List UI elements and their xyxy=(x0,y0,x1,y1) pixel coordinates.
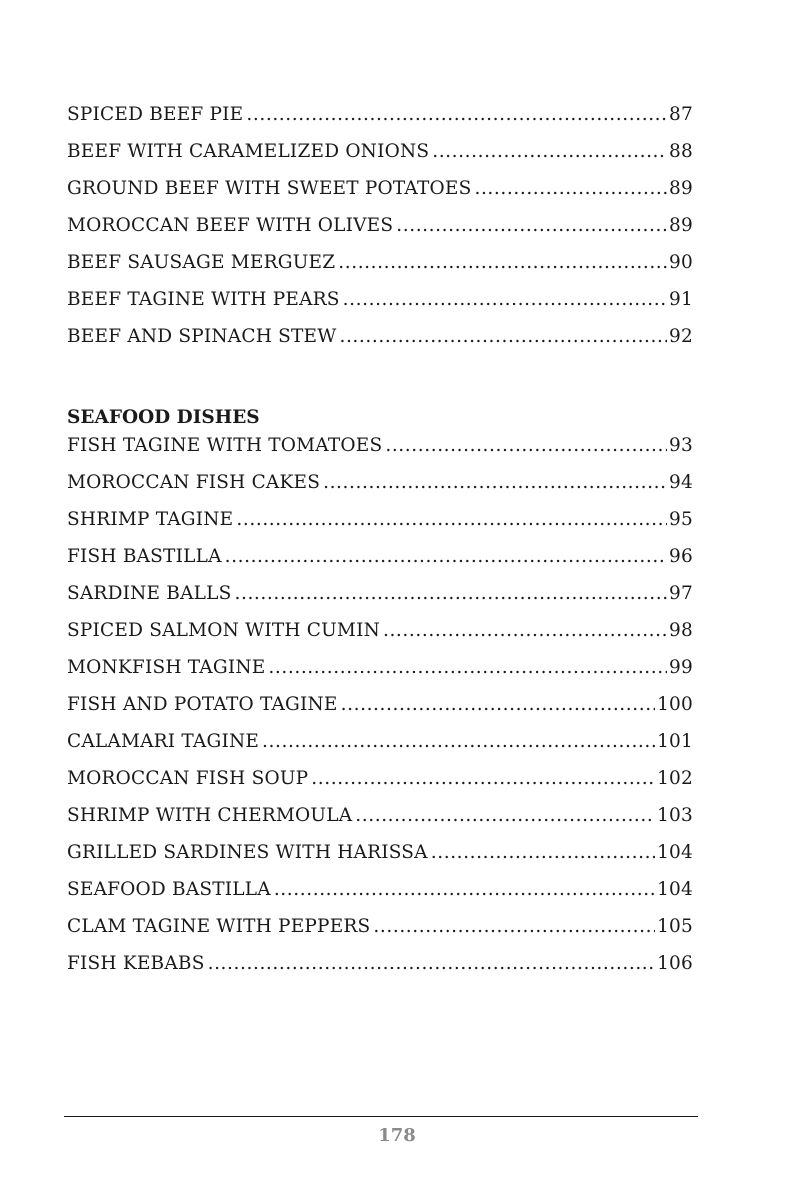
page-number: 178 xyxy=(378,1125,416,1146)
toc-entry-title: MONKFISH TAGINE xyxy=(67,657,266,678)
toc-entry-page: 91 xyxy=(669,289,693,310)
toc-entry-page: 92 xyxy=(669,326,693,347)
toc-entry[interactable] xyxy=(67,252,693,289)
toc-entry-title: BEEF WITH CARAMELIZED ONIONS xyxy=(67,141,430,162)
toc-entry[interactable] xyxy=(67,768,693,805)
dot-leader xyxy=(343,289,667,310)
toc-entry[interactable] xyxy=(67,472,693,509)
toc-entry-title: MOROCCAN BEEF WITH OLIVES xyxy=(67,215,394,236)
dot-leader xyxy=(474,178,667,199)
dot-leader xyxy=(323,472,667,493)
beef-entry-list xyxy=(67,104,693,363)
toc-entry[interactable] xyxy=(67,435,693,472)
toc-entry-title: MOROCCAN FISH SOUP xyxy=(67,768,309,789)
toc-entry[interactable] xyxy=(67,104,693,141)
toc-entry-title: GRILLED SARDINES WITH HARISSA xyxy=(67,842,428,863)
dot-leader xyxy=(341,694,655,715)
dot-leader xyxy=(234,583,667,604)
toc-entry[interactable] xyxy=(67,842,693,879)
toc-entry-title: SPICED BEEF PIE xyxy=(67,104,244,125)
toc-entry-title: BEEF TAGINE WITH PEARS xyxy=(67,289,340,310)
toc-entry-page: 97 xyxy=(669,583,693,604)
toc-entry[interactable] xyxy=(67,509,693,546)
toc-entry[interactable] xyxy=(67,879,693,916)
toc-entry[interactable] xyxy=(67,215,693,252)
dot-leader xyxy=(338,252,667,273)
table-of-contents xyxy=(67,104,693,990)
toc-entry-page: 104 xyxy=(657,879,693,900)
dot-leader xyxy=(208,953,655,974)
toc-entry[interactable] xyxy=(67,953,693,990)
toc-entry-title: CLAM TAGINE WITH PEPPERS xyxy=(67,916,371,937)
toc-entry[interactable] xyxy=(67,657,693,694)
dot-leader xyxy=(431,842,655,863)
toc-entry-title: SEAFOOD BASTILLA xyxy=(67,879,271,900)
toc-entry-page: 105 xyxy=(657,916,693,937)
toc-entry-page: 89 xyxy=(669,215,693,236)
dot-leader xyxy=(225,546,667,567)
toc-entry-page: 103 xyxy=(657,805,693,826)
toc-entry[interactable] xyxy=(67,620,693,657)
toc-entry-page: 106 xyxy=(657,953,693,974)
toc-entry[interactable] xyxy=(67,694,693,731)
dot-leader xyxy=(396,215,667,236)
toc-entry-page: 101 xyxy=(657,731,693,752)
dot-leader xyxy=(236,509,667,530)
toc-entry-page: 93 xyxy=(669,435,693,456)
toc-entry[interactable] xyxy=(67,583,693,620)
dot-leader xyxy=(311,768,655,789)
dot-leader xyxy=(385,435,667,456)
dot-leader xyxy=(373,916,655,937)
toc-entry-title: FISH KEBABS xyxy=(67,953,205,974)
toc-entry[interactable] xyxy=(67,546,693,583)
toc-entry-title: SARDINE BALLS xyxy=(67,583,232,604)
toc-entry[interactable] xyxy=(67,289,693,326)
toc-entry-title: SHRIMP TAGINE xyxy=(67,509,234,530)
toc-entry-title: BEEF SAUSAGE MERGUEZ xyxy=(67,252,336,273)
toc-entry[interactable] xyxy=(67,805,693,842)
toc-entry-title: SPICED SALMON WITH CUMIN xyxy=(67,620,380,641)
dot-leader xyxy=(432,141,667,162)
toc-entry-page: 104 xyxy=(657,842,693,863)
dot-leader xyxy=(246,104,667,125)
toc-entry-page: 100 xyxy=(657,694,693,715)
toc-entry-title: GROUND BEEF WITH SWEET POTATOES xyxy=(67,178,472,199)
dot-leader xyxy=(339,326,667,347)
seafood-entry-list xyxy=(67,435,693,990)
toc-entry-title: BEEF AND SPINACH STEW xyxy=(67,326,337,347)
toc-entry-page: 98 xyxy=(669,620,693,641)
dot-leader xyxy=(274,879,655,900)
toc-entry-page: 87 xyxy=(669,104,693,125)
toc-entry[interactable] xyxy=(67,326,693,363)
dot-leader xyxy=(383,620,667,641)
toc-entry[interactable] xyxy=(67,731,693,768)
toc-entry-title: FISH TAGINE WITH TOMATOES xyxy=(67,435,383,456)
toc-entry-title: SHRIMP WITH CHERMOULA xyxy=(67,805,353,826)
toc-entry-title: FISH AND POTATO TAGINE xyxy=(67,694,338,715)
toc-entry-page: 89 xyxy=(669,178,693,199)
dot-leader xyxy=(262,731,655,752)
toc-entry-page: 88 xyxy=(669,141,693,162)
dot-leader xyxy=(268,657,667,678)
toc-entry-page: 90 xyxy=(669,252,693,273)
toc-entry[interactable] xyxy=(67,178,693,215)
toc-entry-title: CALAMARI TAGINE xyxy=(67,731,260,752)
toc-entry[interactable] xyxy=(67,141,693,178)
section-spacer xyxy=(67,363,693,399)
toc-entry-page: 96 xyxy=(669,546,693,567)
dot-leader xyxy=(355,805,655,826)
toc-entry-page: 99 xyxy=(669,657,693,678)
toc-entry-title: MOROCCAN FISH CAKES xyxy=(67,472,321,493)
toc-entry-page: 94 xyxy=(669,472,693,493)
section-heading-seafood: SEAFOOD DISHES xyxy=(67,406,260,428)
toc-entry-title: FISH BASTILLA xyxy=(67,546,222,567)
toc-entry-page: 95 xyxy=(669,509,693,530)
toc-entry[interactable] xyxy=(67,916,693,953)
toc-entry-page: 102 xyxy=(657,768,693,789)
footer-divider xyxy=(64,1116,698,1117)
